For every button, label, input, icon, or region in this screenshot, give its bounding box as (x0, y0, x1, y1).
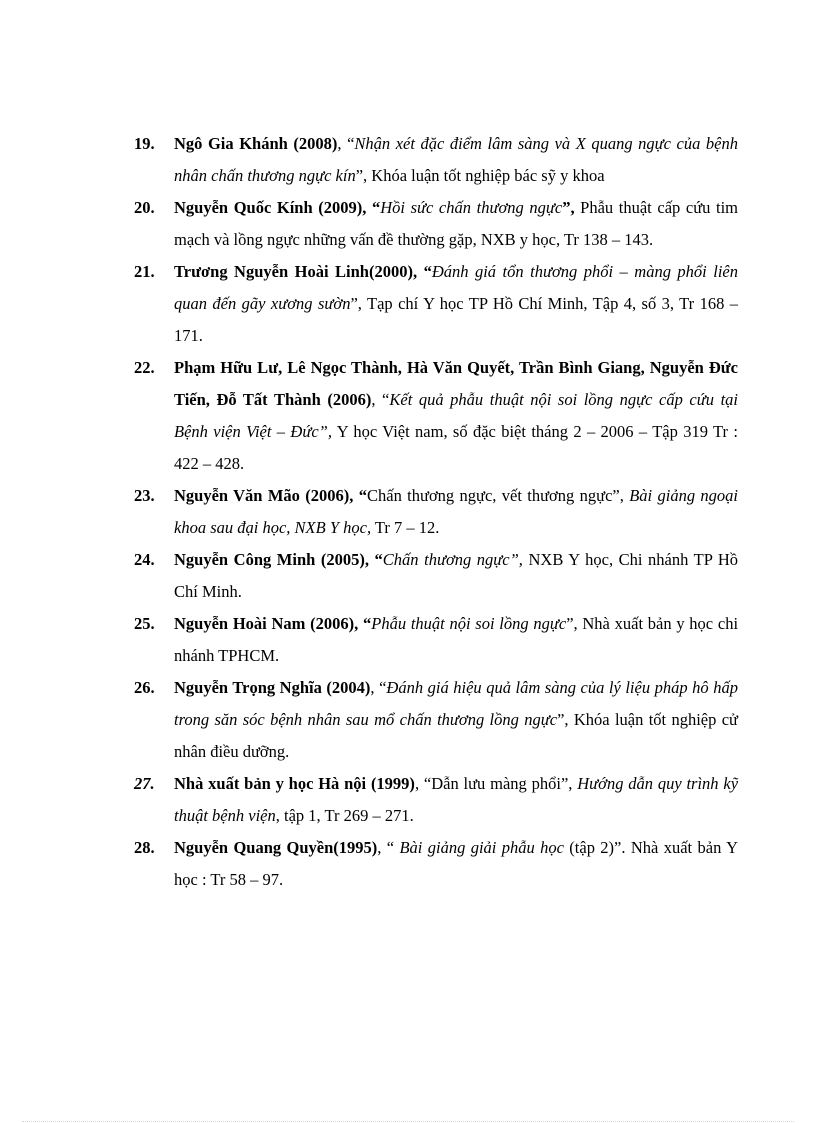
reference-year: (2000) (368, 262, 413, 281)
reference-item (0, 768, 816, 832)
reference-source: Tr 7 – 12. (371, 518, 440, 537)
reference-number: 27. (134, 774, 155, 793)
reference-number: 19. (134, 134, 155, 153)
reference-source: , tập 1, Tr 269 – 271. (275, 806, 414, 825)
reference-title: Chấn thương ngực”, (382, 550, 523, 569)
reference-title: Bài giảng giải phẫu học (399, 838, 564, 857)
reference-text: Nguyễn Công Minh (2005), “Chấn thương ngực”, NXB Y học, Chi nhánh TP Hồ Chí Minh. (174, 550, 738, 601)
reference-number: 24. (134, 550, 155, 569)
reference-number: 22. (134, 358, 155, 377)
reference-year: (1999) (366, 774, 415, 793)
reference-authors: Nhà xuất bản y học Hà nội (174, 774, 367, 793)
reference-item (0, 256, 816, 352)
reference-title: Hồi sức chấn thương ngực (380, 198, 563, 217)
reference-year: (2006) (320, 390, 372, 409)
reference-title: Phẫu thuật nội soi lồng ngực (371, 614, 567, 633)
reference-authors: Ngô Gia Khánh (174, 134, 288, 153)
reference-authors: Nguyễn Công Minh (174, 550, 316, 569)
reference-item (0, 832, 816, 896)
reference-title: Đánh giá tổn thương phổi – màng phổi liên quan đến gãy xương sườn (174, 262, 738, 313)
reference-number: 26. (134, 678, 155, 697)
reference-number: 20. (134, 198, 155, 217)
reference-item (0, 608, 816, 672)
reference-text: Phạm Hữu Lư, Lê Ngọc Thành, Hà Văn Quyết, Trần Bình Giang, Nguyễn Đức Tiến, Đỗ Tất Thành (2006), “Kết quả phẫu thuật nội soi lồng ngực cấp cứu tại Bệnh viện Việt – Đức”, Y học Việt nam, số đặc biệt tháng 2 – 2006 – Tập 319 Tr : 422 – 428. (174, 358, 738, 473)
reference-item (0, 352, 816, 480)
reference-source: Tạp chí Y học TP Hồ Chí Minh, Tập 4, số 3, Tr 168 – 171. (174, 294, 738, 345)
reference-text: Nhà xuất bản y học Hà nội (1999), “Dẫn lưu màng phổi”, Hướng dẫn quy trình kỹ thuật bệnh viện, tập 1, Tr 269 – 271. (174, 774, 739, 825)
reference-authors: Trương Nguyễn Hoài Linh (174, 262, 369, 281)
reference-authors: Nguyễn Trọng Nghĩa (174, 678, 322, 697)
reference-year: (2006) (299, 486, 350, 505)
reference-text: Nguyễn Trọng Nghĩa (2004), “Đánh giá hiệu quả lâm sàng của lý liệu pháp hô hấp trong săn sóc bệnh nhân sau mổ chấn thương lồng ngực”, Khóa luận tốt nghiệp cử nhân điều dưỡng. (174, 678, 738, 761)
reference-source: NXB Y học, Chi nhánh TP Hồ Chí Minh. (174, 550, 738, 601)
reference-text: Nguyễn Quốc Kính (2009), “Hồi sức chấn thương ngực”, Phẫu thuật cấp cứu tim mạch và lồng ngực những vấn đề thường gặp, NXB y học, Tr 138 – 143. (174, 198, 738, 249)
reference-number: 28. (134, 838, 155, 857)
reference-year: (2005) (315, 550, 365, 569)
reference-item (0, 544, 816, 608)
reference-title: Dẫn lưu màng phổi (431, 774, 561, 793)
reference-item (0, 480, 816, 544)
reference-text: Nguyễn Văn Mão (2006), “Chấn thương ngực, vết thương ngực”, Bài giảng ngoại khoa sau đại học, NXB Y học, Tr 7 – 12. (174, 486, 739, 537)
reference-year: (2009) (312, 198, 363, 217)
reference-authors: Nguyễn Quốc Kính (174, 198, 313, 217)
reference-source: Nhà xuất bản Y học : Tr 58 – 97. (174, 838, 738, 889)
reference-source: Nhà xuất bản y học chi nhánh TPHCM. (174, 614, 739, 665)
reference-source-italic: Hướng dẫn quy trình kỹ thuật bệnh viện (174, 774, 739, 825)
reference-authors: Nguyễn Văn Mão (174, 486, 300, 505)
reference-source: Phẫu thuật cấp cứu tim mạch và lồng ngực những vấn đề thường gặp, NXB y học, Tr 138 – 143. (174, 198, 738, 249)
reference-text: Ngô Gia Khánh (2008), “Nhận xét đặc điểm lâm sàng và X quang ngực của bệnh nhân chấn thương ngực kín”, Khóa luận tốt nghiệp bác sỹ y khoa (174, 134, 738, 185)
reference-item (0, 128, 816, 192)
reference-source: Khóa luận tốt nghiệp cử nhân điều dưỡng. (174, 710, 738, 761)
reference-authors: Nguyễn Quang Quyền (174, 838, 334, 857)
reference-year: (2006) (305, 614, 355, 633)
reference-number: 25. (134, 614, 155, 633)
reference-year: (2008) (287, 134, 338, 153)
reference-text: Trương Nguyễn Hoài Linh(2000), “Đánh giá tổn thương phổi – màng phổi liên quan đến gãy xương sườn”, Tạp chí Y học TP Hồ Chí Minh, Tập 4, số 3, Tr 168 – 171. (174, 262, 738, 345)
reference-number: 23. (134, 486, 155, 505)
reference-year: (1995) (333, 838, 378, 857)
reference-title: Chấn thương ngực, vết thương ngực (367, 486, 613, 505)
page-bottom-divider (22, 1121, 794, 1122)
reference-title: Nhận xét đặc điểm lâm sàng và X quang ngực của bệnh nhân chấn thương ngực kín (174, 134, 738, 185)
reference-number: 21. (134, 262, 155, 281)
reference-year: (2004) (321, 678, 371, 697)
reference-text: Nguyễn Quang Quyền(1995), “ Bài giảng giải phẫu học (tập 2)”. Nhà xuất bản Y học : Tr 58 – 97. (174, 838, 738, 889)
reference-list (0, 128, 816, 896)
reference-item (0, 192, 816, 256)
reference-authors: Nguyễn Hoài Nam (174, 614, 306, 633)
reference-source: Y học Việt nam, số đặc biệt tháng 2 – 2006 – Tập 319 Tr : 422 – 428. (174, 422, 738, 473)
reference-title: Đánh giá hiệu quả lâm sàng của lý liệu pháp hô hấp trong săn sóc bệnh nhân sau mổ chấn thương lồng ngực (174, 678, 738, 729)
reference-source-italic: Bài giảng ngoại khoa sau đại học, NXB Y học, (174, 486, 739, 537)
reference-text: Nguyễn Hoài Nam (2006), “Phẫu thuật nội soi lồng ngực”, Nhà xuất bản y học chi nhánh TPHCM. (174, 614, 739, 665)
reference-item (0, 672, 816, 768)
reference-title: Kết quả phẫu thuật nội soi lồng ngực cấp cứu tại Bệnh viện Việt – Đức”, (174, 390, 738, 441)
reference-source: Khóa luận tốt nghiệp bác sỹ y khoa (371, 166, 605, 185)
reference-authors: Phạm Hữu Lư, Lê Ngọc Thành, Hà Văn Quyết, Trần Bình Giang, Nguyễn Đức Tiến, Đỗ Tất Thành (174, 358, 738, 409)
